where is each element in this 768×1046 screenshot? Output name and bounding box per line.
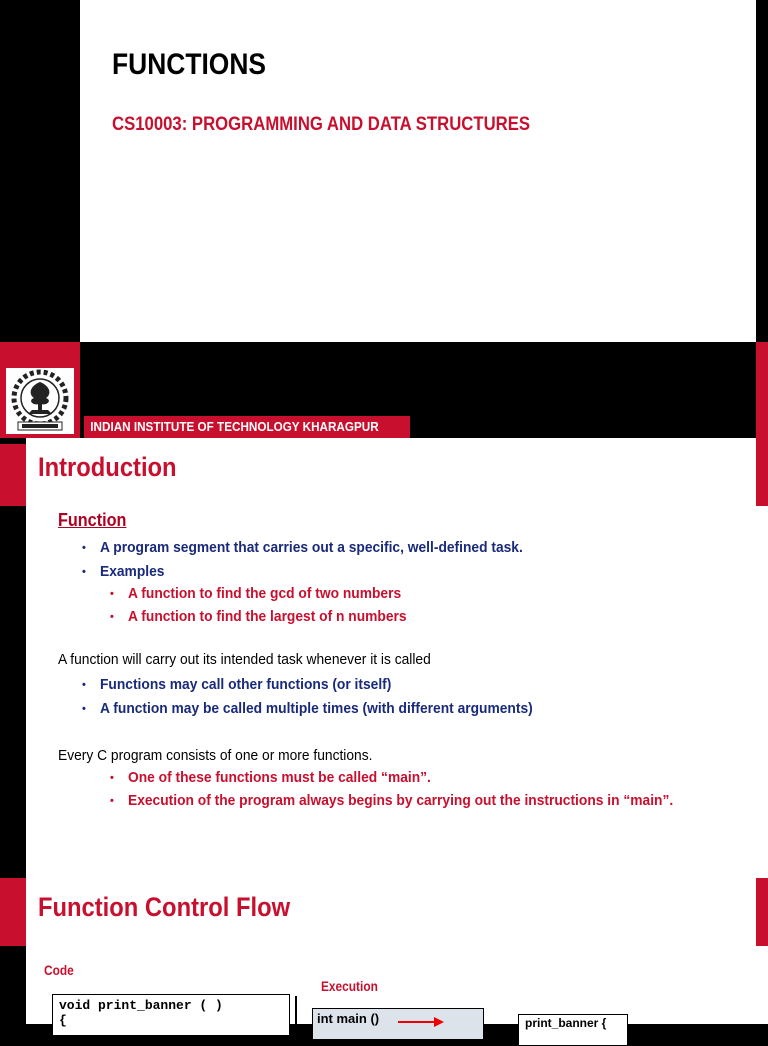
bullet-dot: • [82, 679, 86, 691]
slide-heading: Function Control Flow [38, 892, 291, 922]
bullet-dot: • [82, 566, 86, 578]
iit-kharagpur-logo [6, 368, 74, 434]
bullet-text: One of these functions must be called “main”. [128, 769, 431, 786]
code-line: void print_banner ( ) [59, 998, 223, 1013]
page-number: 1 [724, 419, 742, 429]
execution-label: Execution [321, 978, 378, 994]
institute-banner [84, 416, 410, 438]
paragraph-text: Every C program consists of one or more functions. [58, 747, 373, 764]
bullet-text: Functions may call other functions (or itself) [100, 676, 392, 693]
code-label: Code [44, 962, 74, 978]
bullet-dot: • [110, 588, 114, 600]
slide-title: FUNCTIONS [112, 48, 266, 81]
bullet-dot: • [110, 611, 114, 623]
bullet-text: Execution of the program always begins by carrying out the instructions in “main”. [128, 792, 674, 809]
slide-red-tab [0, 444, 26, 506]
execution-banner-label: print_banner { [525, 1016, 607, 1030]
slide-heading: Introduction [38, 452, 177, 482]
bullet-dot: • [110, 772, 114, 784]
code-line: { [59, 1013, 67, 1028]
slide-red-edge [756, 878, 768, 946]
example-text: A function to find the largest of n numbers [128, 608, 407, 625]
institute-name: INDIAN INSTITUTE OF TECHNOLOGY KHARAGPUR [90, 419, 379, 434]
bullet-dot: • [82, 703, 86, 715]
section-subheading: Function [58, 510, 127, 530]
arrow-icon [398, 1015, 444, 1033]
bullet-text: A function may be called multiple times (with different arguments) [100, 700, 533, 717]
bullet-dot: • [110, 795, 114, 807]
bullet-dot: • [82, 542, 86, 554]
paragraph-text: A function will carry out its intended task whenever it is called [58, 651, 431, 668]
execution-banner-box [518, 1014, 628, 1046]
course-subtitle: CS10003: PROGRAMMING AND DATA STRUCTURES [112, 114, 531, 135]
title-slide-red-edge [756, 342, 768, 438]
code-box [52, 994, 290, 1036]
bullet-text: A program segment that carries out a specific, well-defined task. [100, 539, 523, 556]
slide-red-edge [756, 438, 768, 506]
execution-main-label: int main () [317, 1011, 380, 1026]
divider [295, 996, 297, 1024]
example-text: A function to find the gcd of two numbers [128, 585, 402, 602]
bullet-text: Examples [100, 563, 165, 580]
slide-red-tab [0, 878, 26, 946]
